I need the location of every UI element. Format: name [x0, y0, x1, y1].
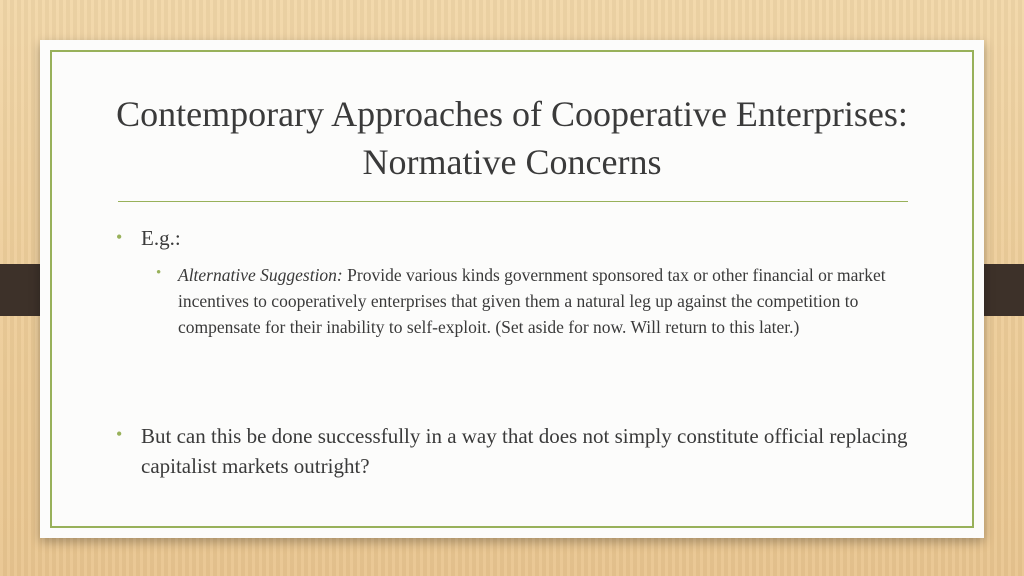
slide-canvas [40, 40, 984, 538]
bullet-text: But can this be done successfully in a way that does not simply constitute official replacing capitalist markets outright? [141, 424, 908, 478]
sub-bullet-alternative-suggestion [156, 262, 918, 340]
sub-bullet-dot-icon: • [156, 265, 162, 281]
sub-bullet-text: Provide various kinds government sponsored tax or other financial or market incentives to cooperatively enterprises that given them a natural leg up against the competition to compensate for their inability to self-exploit. (Set aside for now. Will return to this later.) [178, 265, 886, 337]
bullet-dot-icon: • [116, 227, 123, 247]
bullet-question [116, 421, 921, 481]
title-divider [118, 201, 908, 202]
slide-title: Contemporary Approaches of Cooperative Enterprises: Normative Concerns [116, 94, 908, 182]
sub-bullet-lead: Alternative Suggestion: [178, 265, 343, 285]
bullet-text: E.g.: [141, 226, 181, 250]
bullet-eg [116, 224, 181, 252]
bullet-dot-icon: • [116, 424, 123, 444]
